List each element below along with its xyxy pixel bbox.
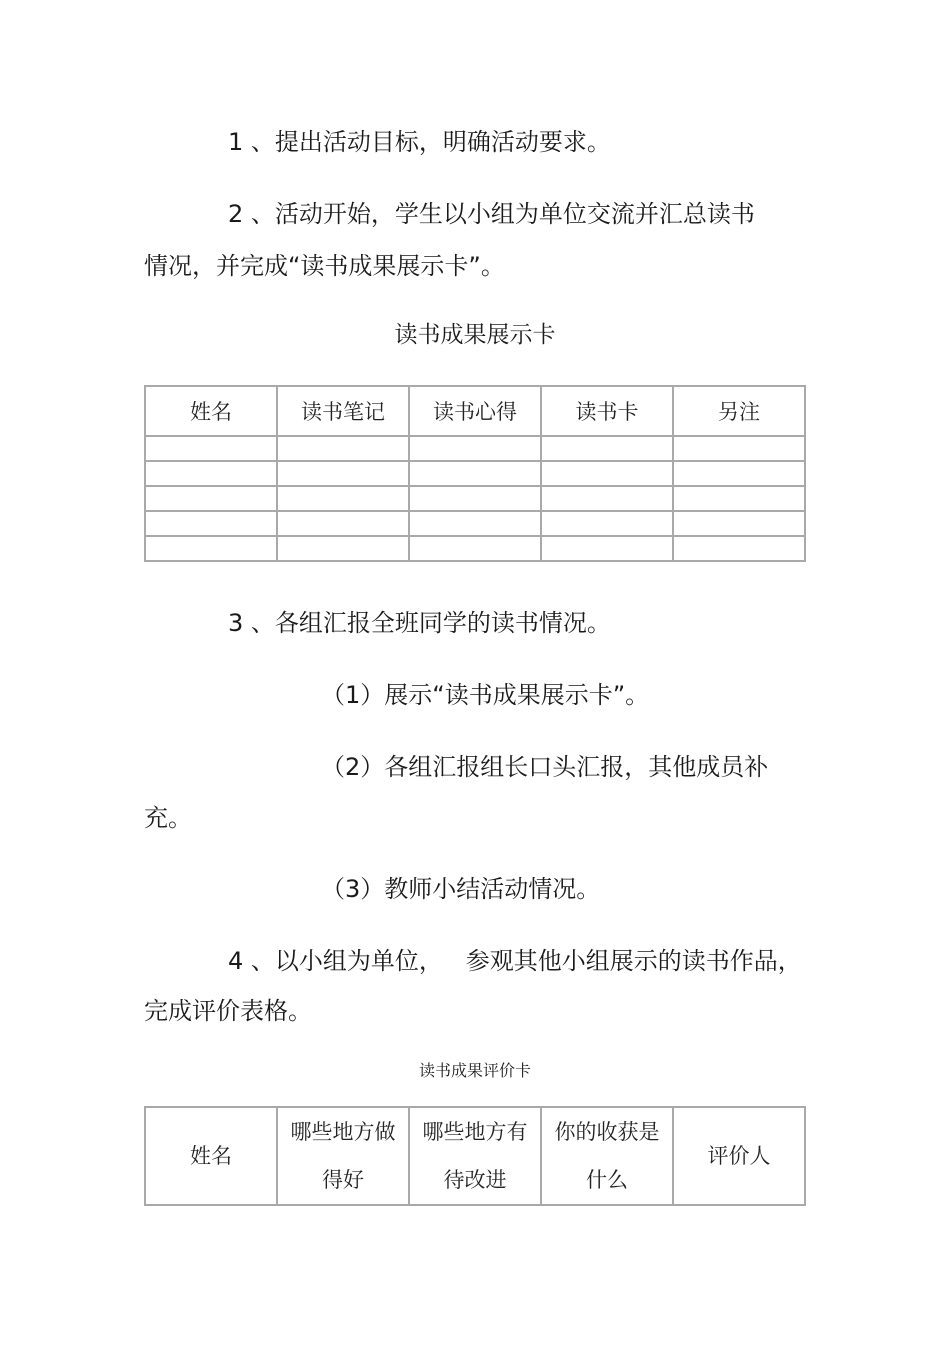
eval-card-header-name — [145, 1107, 277, 1205]
table-cell — [409, 461, 541, 486]
eval-card-header-to-improve — [409, 1107, 541, 1205]
table-row — [145, 436, 805, 461]
step-3-sub1-text: （1）展示“读书成果展示卡”。 — [321, 681, 650, 709]
header-text-line1: 评价人 — [707, 1144, 771, 1168]
table-cell — [673, 536, 805, 561]
table-cell — [277, 536, 409, 561]
display-card-header-name: 姓名 — [145, 386, 277, 436]
step-3-sub2-text-line1: （2）各组汇报组长口头汇报，其他成员补 — [321, 753, 769, 781]
table-cell — [277, 436, 409, 461]
header-text-line1: 哪些地方有 — [422, 1120, 528, 1144]
header-text-line1: 你的收获是 — [554, 1120, 660, 1144]
table-cell — [145, 536, 277, 561]
display-card-header-row — [145, 386, 805, 436]
table-row — [145, 486, 805, 511]
table-cell — [673, 486, 805, 511]
table-row — [145, 536, 805, 561]
header-text-line1: 姓名 — [190, 1144, 232, 1168]
header-text-line2: 待改进 — [443, 1168, 507, 1192]
table-cell — [541, 536, 673, 561]
table-cell — [673, 461, 805, 486]
header-text-line2: 什么 — [586, 1168, 628, 1192]
table-cell — [277, 461, 409, 486]
table-cell — [145, 511, 277, 536]
table-cell — [541, 486, 673, 511]
step-2-text-line1: 2 、活动开始，学生以小组为单位交流并汇总读书 — [228, 200, 755, 228]
display-card-header-notes: 读书笔记 — [277, 386, 409, 436]
table-cell — [277, 486, 409, 511]
display-card-title: 读书成果展示卡 — [394, 322, 556, 348]
eval-card-header-done-well — [277, 1107, 409, 1205]
step-3-text: 3 、各组汇报全班同学的读书情况。 — [228, 609, 611, 637]
header-text-line2: 得好 — [322, 1168, 364, 1192]
step-4-text-line1: 4 、以小组为单位， 参观其他小组展示的读书作品， — [228, 947, 802, 975]
step-2-text-line2: 情况，并完成“读书成果展示卡”。 — [144, 252, 505, 280]
step-4-text-line2: 完成评价表格。 — [144, 997, 312, 1025]
table-cell — [277, 511, 409, 536]
eval-card-table — [144, 1106, 806, 1206]
display-card-header-reading-card: 读书卡 — [541, 386, 673, 436]
display-card-header-remarks: 另注 — [673, 386, 805, 436]
step-3-sub3-text: （3）教师小结活动情况。 — [321, 875, 601, 903]
table-cell — [673, 436, 805, 461]
eval-card-title: 读书成果评价卡 — [418, 1061, 531, 1080]
display-card-table — [144, 385, 806, 562]
step-3-sub2-text-line2: 充。 — [144, 804, 192, 832]
table-cell — [409, 436, 541, 461]
table-row — [145, 461, 805, 486]
table-row — [145, 511, 805, 536]
header-text-line1: 哪些地方做 — [290, 1120, 396, 1144]
table-cell — [145, 461, 277, 486]
table-cell — [673, 511, 805, 536]
table-cell — [145, 486, 277, 511]
table-cell — [541, 511, 673, 536]
step-1-text: 1 、提出活动目标，明确活动要求。 — [228, 128, 611, 156]
eval-card-header-row — [145, 1107, 805, 1205]
table-cell — [541, 436, 673, 461]
table-cell — [145, 436, 277, 461]
table-cell — [409, 536, 541, 561]
table-cell — [541, 461, 673, 486]
display-card-header-reflections: 读书心得 — [409, 386, 541, 436]
eval-card-header-evaluator — [673, 1107, 805, 1205]
eval-card-header-gains — [541, 1107, 673, 1205]
table-cell — [409, 486, 541, 511]
table-cell — [409, 511, 541, 536]
